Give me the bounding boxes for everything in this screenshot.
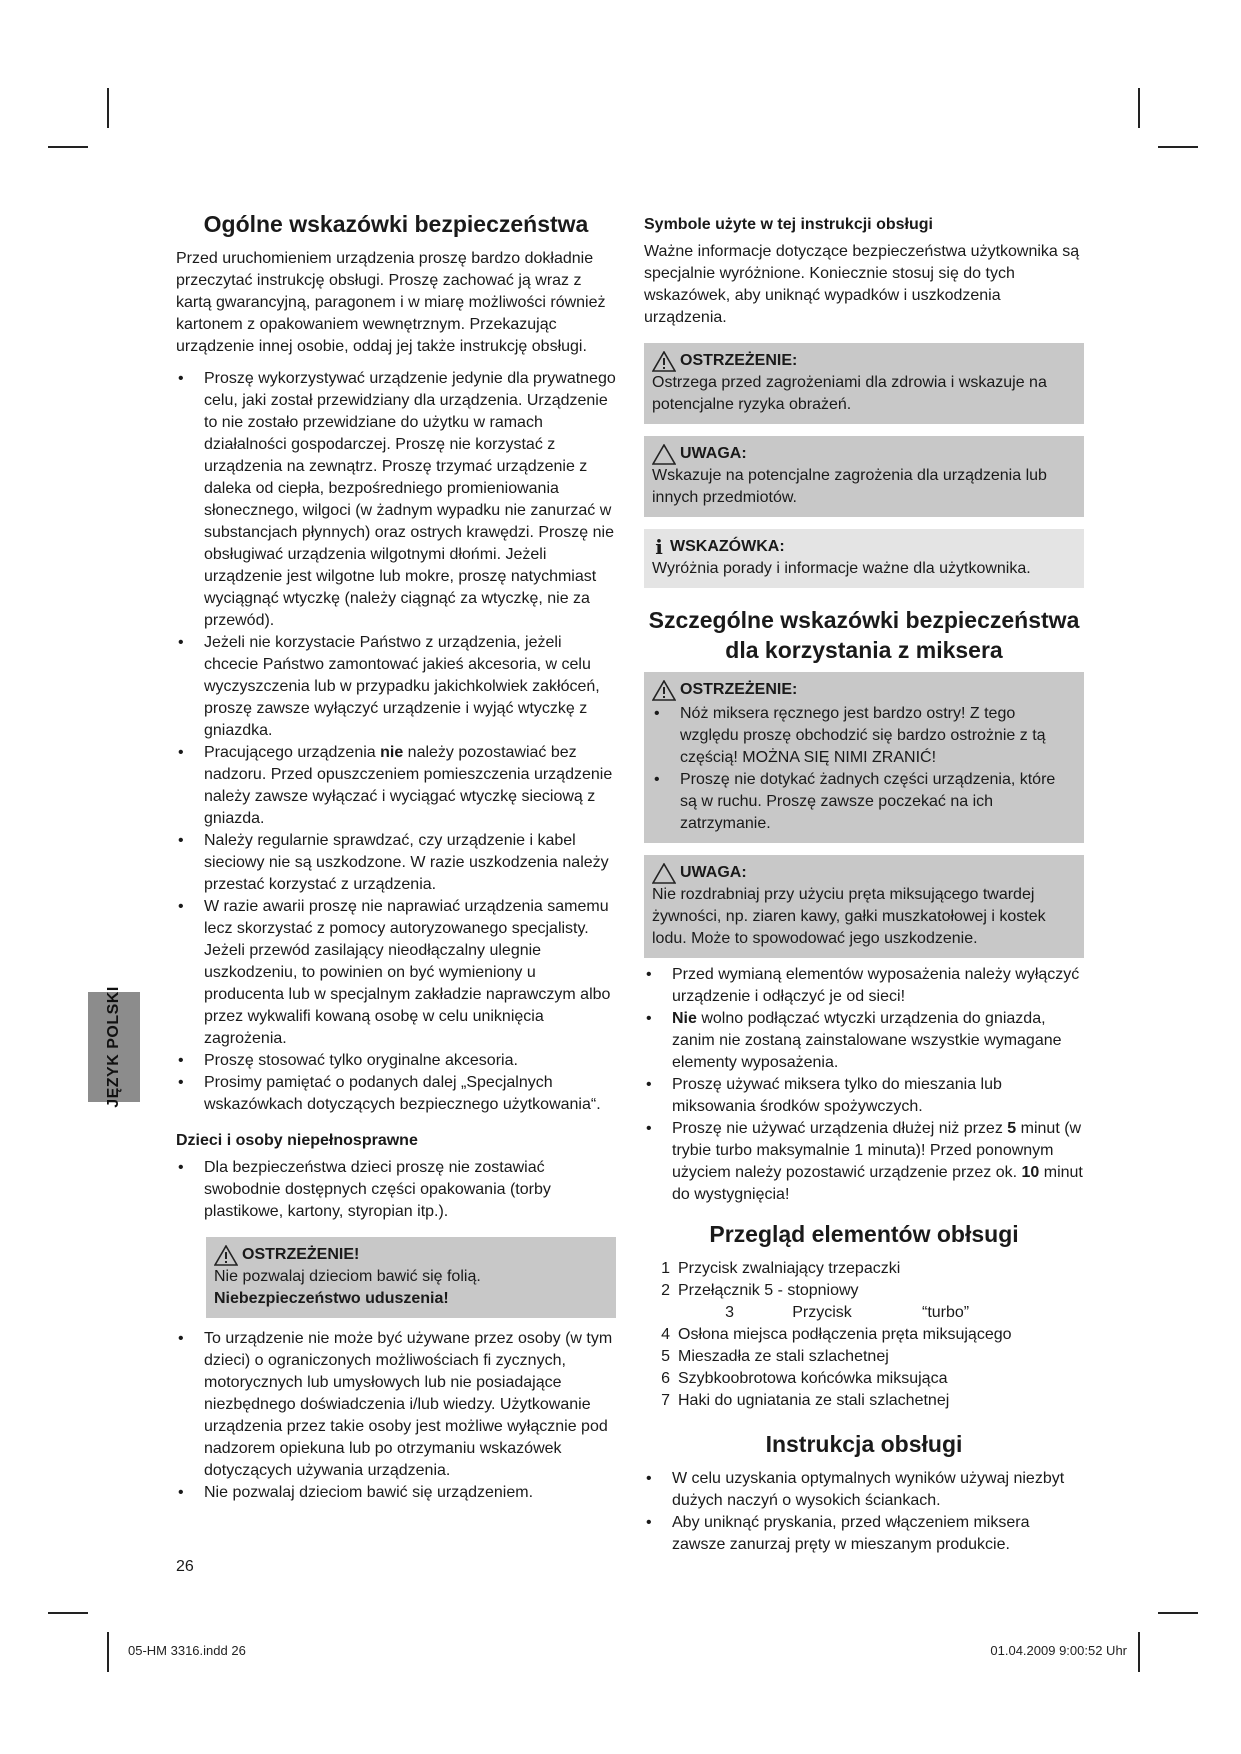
symbol-caution-box — [644, 436, 1084, 517]
symbol-note-box — [644, 529, 1084, 588]
general-safety-title: Ogólne wskazówki bezpieczeństwa — [203, 211, 589, 237]
list-item: • Pracującego urządzenia nie należy pozostawiać bez nadzoru. Przed opuszczeniem pomieszczenia urządzenie należy zawsze wyłączać i wyciągać wtyczkę sieciową z gniazda. — [176, 742, 616, 830]
footer-timestamp: 01.04.2009 9:00:52 Uhr — [990, 1643, 1127, 1658]
crop-mark — [107, 1632, 109, 1672]
symbol-warning-box — [644, 343, 1084, 424]
list-item: • Proszę nie dotykać żadnych części urządzenia, które są w ruchu. Proszę zawsze poczekać na ich zatrzymanie. — [652, 769, 1076, 835]
warning-box-emphasis: Niebezpieczeństwo uduszenia! — [214, 1290, 449, 1307]
caution-triangle-icon — [652, 863, 676, 884]
list-item: 2 Przełącznik 5 - stopniowy — [661, 1282, 859, 1299]
box-title: UWAGA: — [680, 864, 747, 881]
special-safety-title-line2: dla korzystania z miksera — [725, 637, 1003, 663]
list-item: • Prosimy pamiętać o podanych dalej „Specjalnych wskazówkach dotyczących bezpiecznego użytkowania“. — [176, 1072, 616, 1116]
box-text: Nie rozdrabniaj przy użyciu pręta miksującego twardej żywności, np. ziaren kawy, gałki muszkatołowej i kostek lodu. Może to spowodować jego uszkodzenie. — [652, 886, 1046, 947]
list-item: • Należy regularnie sprawdzać, czy urządzenie i kabel sieciowy nie są uszkodzone. W razie uszkodzenia należy przestać korzystać z urządzenia. — [176, 830, 616, 896]
box-title: OSTRZEŻENIE: — [680, 352, 798, 369]
box-text: Ostrzega przed zagrożeniami dla zdrowia i wskazuje na potencjalne ryzyka obrażeń. — [652, 374, 1047, 413]
box-title: OSTRZEŻENIE: — [680, 681, 798, 698]
list-item: 5 Mieszadła ze stali szlachetnej — [661, 1348, 889, 1365]
controls-overview-list — [644, 1258, 1084, 1412]
symbols-intro: Ważne informacje dotyczące bezpieczeństwa użytkownika są specjalnie wyróżnione. Koniecznie stosuj się do tych wskazówek, aby uniknąć wypadków i uszkodzenia urządzenia. — [644, 243, 1080, 326]
mixer-warning-list — [652, 703, 1076, 835]
list-item: • Nóż miksera ręcznego jest bardzo ostry! Z tego względu proszę obchodzić się bardzo ostrożnie z tą częścią! MOŻNA SIĘ NIMI ZRANIĆ! — [652, 703, 1076, 769]
box-text: Wyróżnia porady i informacje ważne dla użytkownika. — [652, 560, 1031, 577]
list-item: • To urządzenie nie może być używane przez osoby (w tym dzieci) o ograniczonych możliwościach fi zycznych, motorycznych lub umysłowych lub nie posiadające niezbędnego doświadczenia i/lub wiedzy. Użytkowanie urządzenia przez takie osoby jest możliwe wyłącznie pod nadzorem opiekuna lub po otrzymaniu wskazówek dotyczących używania urządzenia. — [176, 1328, 616, 1482]
children-warning-box — [206, 1237, 616, 1318]
list-item: • Proszę wykorzystywać urządzenie jedynie dla prywatnego celu, jaki został przewidziany dla urządzenia. Urządzenie to nie zostało przewidziane do użytku w ramach działalności gospodarczej. Proszę nie korzystać z urządzenia na zewnątrz. Proszę trzymać urządzenie z daleka od ciepła, bezpośredniego promieniowania słonecznego, wilgoci (w żadnym wypadku nie zanurzać w substancjach płynnych) oraz ostrych krawędzi. Proszę nie obsługiwać urządzenia wilgotnymi dłońmi. Jeżeli urządzenie jest wilgotne lub mokre, proszę natychmiast wyciągnąć wtyczkę (należy ciągnąć za wtyczkę, nie za przewód). — [176, 368, 616, 632]
children-list — [176, 1157, 616, 1223]
mixer-safety-list — [644, 964, 1084, 1206]
crop-mark — [1138, 1632, 1140, 1672]
list-item: 1 Przycisk zwalniający trzepaczki — [661, 1260, 901, 1277]
warning-triangle-icon — [214, 1245, 238, 1266]
language-side-tab — [88, 986, 140, 1108]
list-item: • Aby uniknąć pryskania, przed włączeniem miksera zawsze zanurzaj pręty w mieszanym produkcie. — [644, 1512, 1084, 1556]
list-item: • Jeżeli nie korzystacie Państwo z urządzenia, jeżeli chcecie Państwo zamontować jakieś akcesoria, w celu wyczyszczenia lub w przypadku jakichkolwiek zakłóceń, proszę zawsze wyłączyć urządzenie i wyjąć wtyczkę z gniazdka. — [176, 632, 616, 742]
caution-triangle-icon — [652, 444, 676, 465]
footer-file-info: 05-HM 3316.indd 26 — [128, 1643, 246, 1658]
general-safety-list — [176, 368, 616, 1116]
language-side-tab-label: JĘZYK POLSKI — [105, 986, 122, 1108]
controls-overview-title: Przegląd elementów obłsugi — [709, 1221, 1019, 1247]
list-item: • Nie wolno podłączać wtyczki urządzenia do gniazda, zanim nie zostaną zainstalowane wszystkie wymagane elementy wyposażenia. — [644, 1008, 1084, 1074]
warning-box-text: Nie pozwalaj dzieciom bawić się folią. — [214, 1268, 481, 1285]
symbols-heading: Symbole użyte w tej instrukcji obsługi — [644, 216, 933, 233]
crop-mark — [1158, 1612, 1198, 1614]
box-title: UWAGA: — [680, 445, 747, 462]
crop-mark — [107, 88, 109, 128]
mixer-caution-box — [644, 855, 1084, 958]
warning-triangle-icon — [652, 680, 676, 701]
children-heading: Dzieci i osoby niepełnosprawne — [176, 1132, 418, 1149]
box-text: Wskazuje na potencjalne zagrożenia dla urządzenia lub innych przedmiotów. — [652, 467, 1047, 506]
warning-box-title: OSTRZEŻENIE! — [214, 1244, 608, 1266]
list-item: • Proszę nie używać urządzenia dłużej niż przez 5 minut (w trybie turbo maksymalnie 1 minuta)! Przed ponownym użyciem należy pozostawić urządzenie przez ok. 10 minut do wystygnięcia! — [644, 1118, 1084, 1206]
list-item: • Przed wymianą elementów wyposażenia należy wyłączyć urządzenie i odłączyć je od sieci! — [644, 964, 1084, 1008]
usage-title: Instrukcja obsługi — [765, 1431, 963, 1457]
crop-mark — [48, 146, 88, 148]
list-item: • Proszę stosować tylko oryginalne akcesoria. — [176, 1050, 616, 1072]
list-item: 4 Osłona miejsca podłączenia pręta miksującego — [661, 1326, 1012, 1343]
usage-list — [644, 1468, 1084, 1556]
list-item: • W razie awarii proszę nie naprawiać urządzenia samemu lecz skorzystać z pomocy autoryzowanego specjalisty. Jeżeli przewód zasilający nieodłączalny ulegnie uszkodzeniu, to powinien on być wymieniony u producenta lub w specjalnym zakładzie naprawczym albo przez wykwalifi kowaną osobę w celu uniknięcia zagrożenia. — [176, 896, 616, 1050]
list-item: • Nie pozwalaj dzieciom bawić się urządzeniem. — [176, 1482, 616, 1504]
general-safety-intro: Przed uruchomieniem urządzenia proszę bardzo dokładnie przeczytać instrukcję obsługi. Proszę zachować ją wraz z kartą gwarancyjną, paragonem i w miarę możliwości również kartonem z opakowaniem wewnętrznym. Przekazując urządzenie innej osobie, oddaj jej także instrukcję obsługi. — [176, 250, 606, 355]
info-icon: i — [655, 535, 663, 559]
list-item: 7 Haki do ugniatania ze stali szlachetnej — [661, 1392, 950, 1409]
mixer-warning-box — [644, 672, 1084, 843]
page-number: 26 — [176, 1558, 194, 1575]
left-column — [176, 210, 616, 1512]
right-column — [644, 214, 1084, 1564]
list-item: • Dla bezpieczeństwa dzieci proszę nie zostawiać swobodnie dostępnych części opakowania (torby plastikowe, kartony, styropian itp.). — [176, 1157, 616, 1223]
list-item: • W celu uzyskania optymalnych wyników używaj niezbyt dużych naczyń o wysokich ściankach. — [644, 1468, 1084, 1512]
list-item: 3 Przycisk “turbo” — [725, 1304, 970, 1321]
children-list-2 — [176, 1328, 616, 1504]
list-item: 6 Szybkoobrotowa końcówka miksująca — [661, 1370, 948, 1387]
crop-mark — [1138, 88, 1140, 128]
warning-triangle-icon — [652, 351, 676, 372]
crop-mark — [48, 1612, 88, 1614]
box-title: WSKAZÓWKA: — [670, 538, 785, 555]
list-item: • Proszę używać miksera tylko do mieszania lub miksowania środków spożywczych. — [644, 1074, 1084, 1118]
crop-mark — [1158, 146, 1198, 148]
special-safety-title-line1: Szczególne wskazówki bezpieczeństwa — [648, 607, 1080, 633]
